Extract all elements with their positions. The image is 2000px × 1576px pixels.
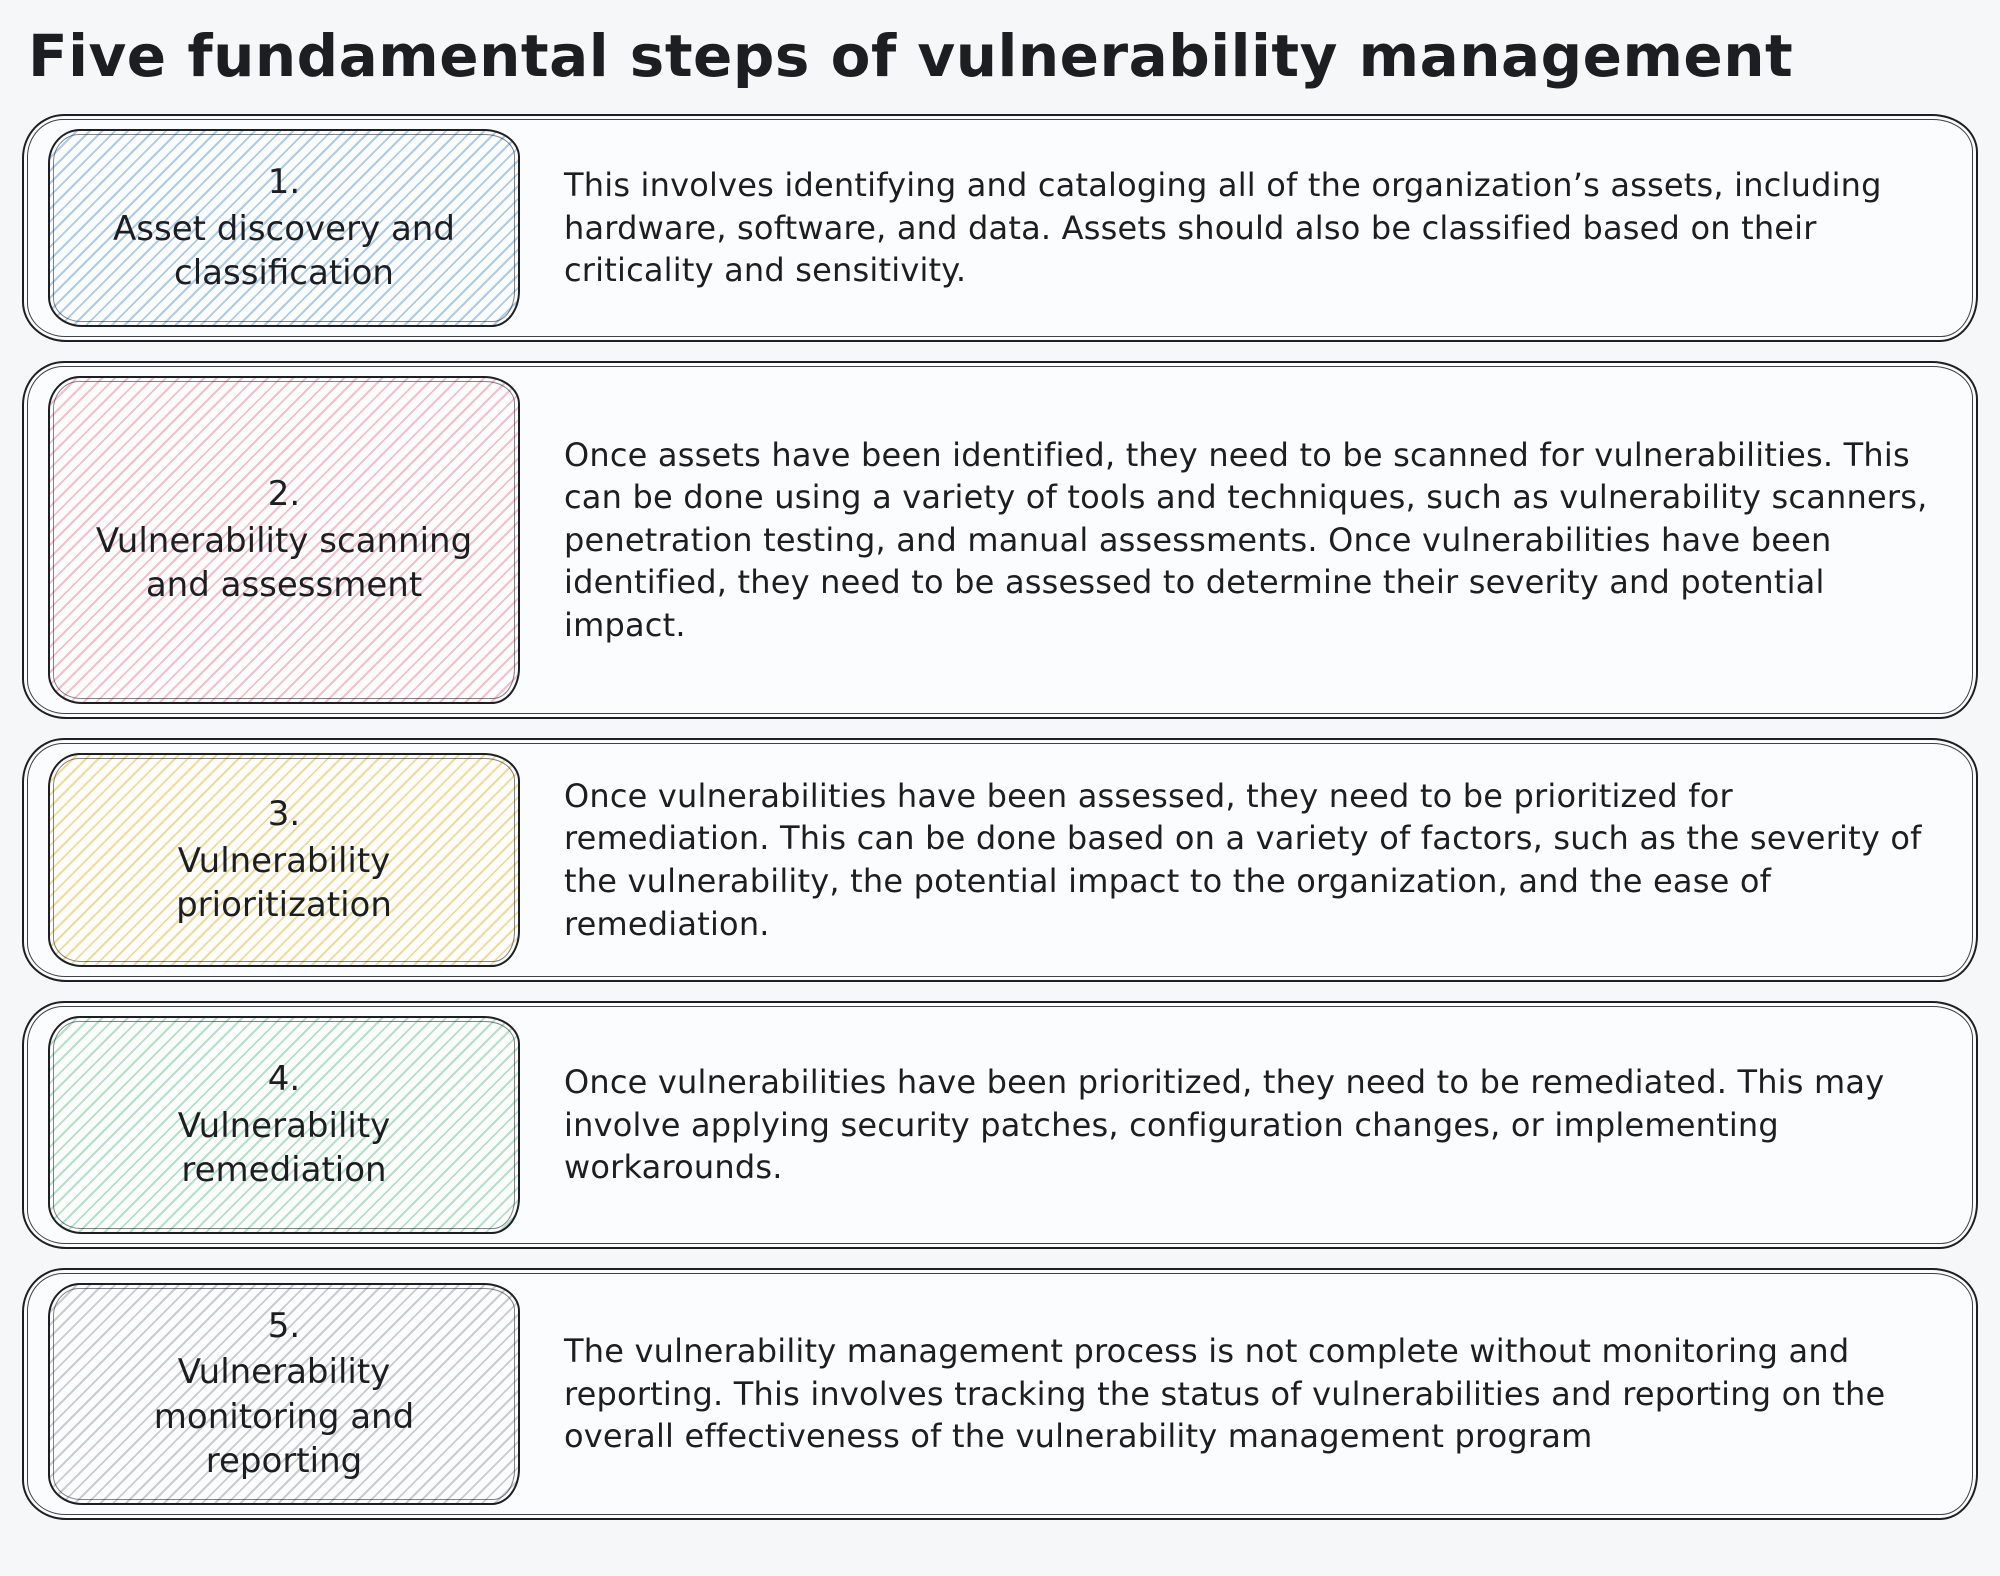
step-description: Once vulnerabilities have been assessed, they need to be prioritized for remediation. This can be done based on a variety of factors, such as the severity of the vulnerability, the potential impact to the organization, and the ease of remediation. xyxy=(564,776,1922,943)
step-description: Once assets have been identified, they need to be scanned for vulnerabilities. This can be done using a variety of tools and techniques, such as vulnerability scanners, penetration testing, and manual assessments. Once vulnerabilities have been identified, they need to be assessed to determine their severity and potential impact. xyxy=(564,435,1928,644)
step-row-prioritization xyxy=(22,738,1978,982)
step-label-box xyxy=(48,1016,520,1234)
step-row-monitoring-reporting xyxy=(22,1268,1978,1520)
step-label-box xyxy=(48,376,520,704)
step-row-remediation xyxy=(22,1001,1978,1249)
step-number: 4. xyxy=(267,1059,301,1100)
step-label-box xyxy=(48,1283,520,1505)
step-label: Vulnerability prioritization xyxy=(176,840,392,925)
step-label: Vulnerability remediation xyxy=(177,1105,391,1190)
step-row-asset-discovery xyxy=(22,114,1978,342)
step-description: This involves identifying and cataloging all of the organization’s assets, including hardware, software, and data. Assets should also be classified based on their criticality and sensitivity. xyxy=(564,166,1882,290)
step-label: Asset discovery and classification xyxy=(113,208,455,293)
step-description: Once vulnerabilities have been prioritized, they need to be remediated. This may involve applying security patches, configuration changes, or implementing workarounds. xyxy=(564,1063,1885,1187)
step-number: 5. xyxy=(267,1305,301,1346)
step-number: 1. xyxy=(267,162,301,203)
step-row-scanning-assessment xyxy=(22,361,1978,719)
step-label: Vulnerability monitoring and reporting xyxy=(153,1352,415,1481)
step-number: 3. xyxy=(267,794,301,835)
step-label: Vulnerability scanning and assessment xyxy=(95,520,473,605)
step-number: 2. xyxy=(267,474,301,515)
page-title: Five fundamental steps of vulnerability management xyxy=(28,22,1794,90)
step-label-box xyxy=(48,129,520,327)
step-description: The vulnerability management process is not complete without monitoring and reporting. This involves tracking the status of vulnerabilities and reporting on the overall effectiveness of the vulnerability management program xyxy=(564,1332,1886,1456)
step-label-box xyxy=(48,753,520,967)
